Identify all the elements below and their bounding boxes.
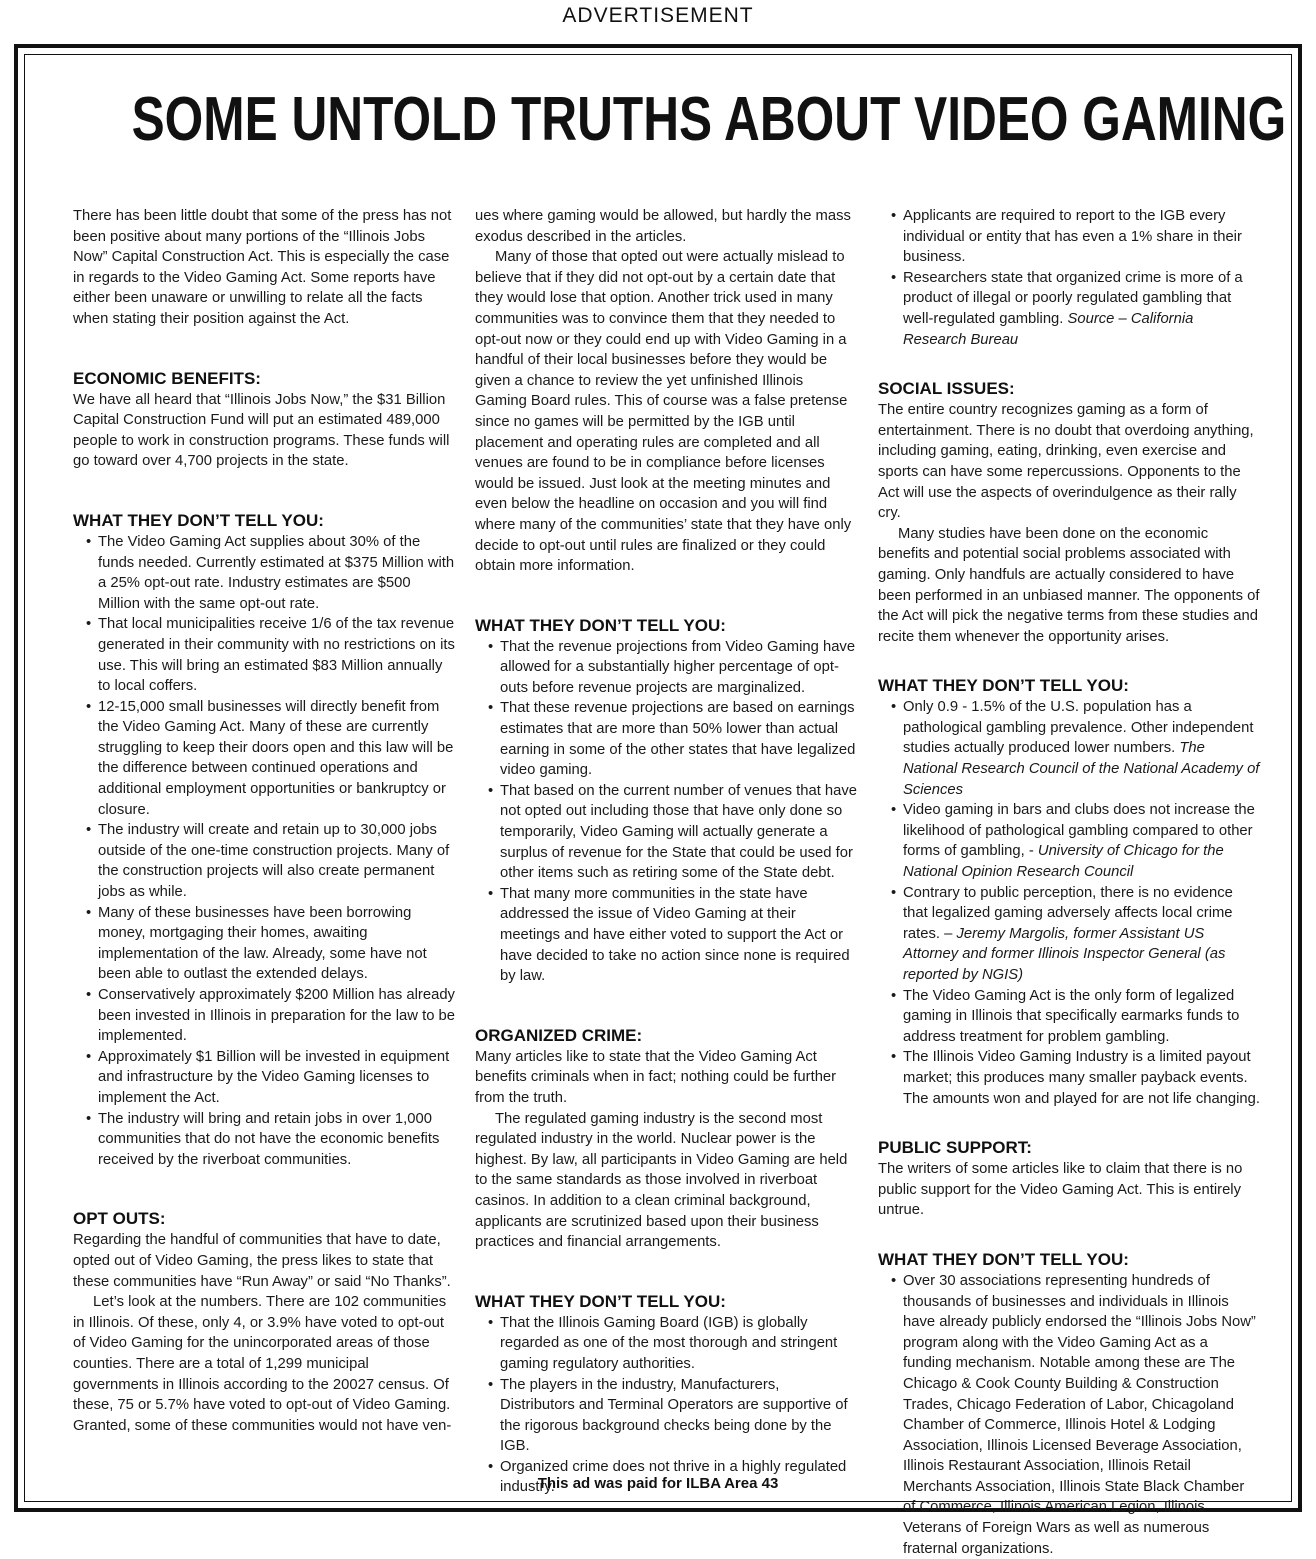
list-item xyxy=(878,697,1260,800)
advertisement-label: ADVERTISEMENT xyxy=(562,4,754,27)
list-item: • That local municipalities receive 1/6 of the tax revenue generated in their community with no restrictions on its use. This will bring an estimated $83 Million annually to local coffers. xyxy=(73,614,455,696)
source-citation: Jeremy Margolis, former Assistant US Attorney and former Illinois Inspector General (as reported by NGIS) xyxy=(903,925,1226,983)
what-they-dont-tell-heading: WHAT THEY DON’T TELL YOU: xyxy=(475,615,726,635)
social-issues-heading: SOCIAL ISSUES: xyxy=(878,379,1015,399)
column-1 xyxy=(73,206,455,1436)
list-item: • That the revenue projections from Video Gaming have allowed for a substantially higher percentage of opt-outs before revenue projects are marginalized. xyxy=(475,637,857,699)
list-item: • That the Illinois Gaming Board (IGB) is globally regarded as one of the most thorough and stringent gaming regulatory authorities. xyxy=(475,1313,857,1375)
list-item: • Applicants are required to report to the IGB every individual or entity that has even a 1% share in their business. xyxy=(878,206,1260,268)
page-title: SOME UNTOLD TRUTHS ABOUT VIDEO GAMING xyxy=(131,85,1287,154)
revenue-bullet-list xyxy=(475,637,857,987)
list-item: • The industry will create and retain up to 30,000 jobs outside of the one-time construction projects. Many of the construction projects will also create permanent jobs as while. xyxy=(73,820,455,902)
what-they-dont-tell-heading: WHAT THEY DON’T TELL YOU: xyxy=(878,676,1129,696)
list-item: • The Illinois Video Gaming Industry is a limited payout market; this produces many smaller payback events. The amounts won and played for are not life changing. xyxy=(878,1047,1260,1109)
organized-crime-heading: ORGANIZED CRIME: xyxy=(475,1025,643,1045)
list-item: • The industry will bring and retain jobs in over 1,000 communities that do not have the economic benefits received by the riverboat communities. xyxy=(73,1109,455,1171)
list-item: • The players in the industry, Manufacturers, Distributors and Terminal Operators are supportive of the rigorous background checks being done by the IGB. xyxy=(475,1375,857,1457)
what-they-dont-tell-heading: WHAT THEY DON’T TELL YOU: xyxy=(73,510,324,530)
list-item xyxy=(878,883,1260,986)
organized-crime-paragraph: Many articles like to state that the Video Gaming Act benefits criminals when in fact; nothing could be further from the truth. xyxy=(475,1048,837,1106)
list-item: • That many more communities in the state have addressed the issue of Video Gaming at their meetings and have either voted to support the Act or have decided to take no action since none is required by law. xyxy=(475,884,857,987)
continued-paragraph: ues where gaming would be allowed, but hardly the mass exodus described in the articles. xyxy=(475,208,851,245)
public-support-bullet-list xyxy=(878,1271,1260,1559)
opt-out-trick-paragraph: Many of those that opted out were actually mislead to believe that if they did not opt-out by a certain date that they would lose that option. Another trick used in many communities was to convince them that they needed to opt-out now or they could end up with Video Gaming in a handful of their local businesses before they would be given a chance to review the yet unfinished Illinois Gaming Board rules. This of course was a false pretense since no games will be permitted by the IGB until placement and operating rules are completed and all venues are found to be in compliance before licenses would be issued. Just look at the meeting minutes and even below the headline on occasion and you will find where many of the communities’ state that they have only decide to opt-out until rules are finalized or they could obtain more information. xyxy=(475,249,852,575)
bullet-text: Only 0.9 - 1.5% of the U.S. population has a pathological gambling prevalence. Other independent studies actually produced lower numbers. xyxy=(903,699,1254,757)
source-citation: University of Chicago for the National Opinion Research Council xyxy=(903,843,1224,881)
opt-outs-numbers-paragraph: Let’s look at the numbers. There are 102 communities in Illinois. Of these, only 4, or 3.9% have voted to opt-out of Video Gaming for the unincorporated areas of those counties. There are a total of 1,299 municipal governments in Illinois according to the 20027 census. Of these, 75 or 5.7% have voted to opt-out of Video Gaming. Granted, some of these communities would not have ven- xyxy=(73,1294,452,1434)
studies-paragraph: Many studies have been done on the economic benefits and potential social problems associated with gaming. Only handfuls are actually considered to have been performed in an unbiased manner. The opponents of the Act will pick the negative terms from these studies and recite them whenever the opportunity arises. xyxy=(878,525,1260,645)
crime-bullet-list-continued xyxy=(878,206,1260,350)
public-support-paragraph: The writers of some articles like to claim that there is no public support for the Video Gaming Act. This is entirely untrue. xyxy=(878,1161,1243,1219)
source-citation: The National Research Council of the National Academy of Sciences xyxy=(903,740,1260,798)
bullet-text: Contrary to public perception, there is no evidence that legalized gaming adversely affects local crime rates. – xyxy=(903,884,1233,942)
paid-for-footer: This ad was paid for ILBA Area 43 xyxy=(537,1475,779,1492)
bullet-text: Video gaming in bars and clubs does not increase the likelihood of pathological gambling compared to other forms of gambling, - xyxy=(903,802,1255,860)
bullet-text: Researchers state that organized crime is more of a product of illegal or poorly regulated gambling that well-regulated gambling. xyxy=(903,269,1243,327)
list-item: • Many of these businesses have been borrowing money, mortgaging their homes, awaiting implementation of the law. Already, some have not been able to outlast the extended delays. xyxy=(73,903,455,985)
intro-paragraph: There has been little doubt that some of the press has not been positive about many portions of the “Illinois Jobs Now” Capital Construction Act. This is especially the case in regards to the Video Gaming Act. Some reports have either been unaware or unwilling to relate all the facts when stating their position against the Act. xyxy=(73,208,452,327)
list-item: • Conservatively approximately $200 Million has already been invested in Illinois in preparation for the law to be implemented. xyxy=(73,985,455,1047)
list-item: • The Video Gaming Act supplies about 30% of the funds needed. Currently estimated at $375 Million with a 25% opt-out rate. Industry estimates are $500 Million with the same opt-out rate. xyxy=(73,532,455,614)
what-they-dont-tell-heading: WHAT THEY DON’T TELL YOU: xyxy=(878,1249,1129,1269)
list-item: • Approximately $1 Billion will be invested in equipment and infrastructure by the Video Gaming licenses to implement the Act. xyxy=(73,1047,455,1109)
opt-outs-paragraph: Regarding the handful of communities that have to date, opted out of Video Gaming, the press likes to state that these communities have “Run Away” or said “No Thanks”. xyxy=(73,1232,451,1290)
source-citation: Source – California Research Bureau xyxy=(903,310,1194,348)
list-item: • That these revenue projections are based on earnings estimates that are more than 50% lower than actual earning in some of the other states that have legalized video gaming. xyxy=(475,698,857,780)
crime-bullet-list xyxy=(475,1313,857,1498)
list-item xyxy=(878,800,1260,882)
column-2 xyxy=(475,206,857,1498)
list-item xyxy=(878,268,1260,350)
list-item: • Over 30 associations representing hundreds of thousands of businesses and individuals in Illinois have already publicly endorsed the “Illinois Jobs Now” program along with the Video Gaming Act as a funding mechanism. Notable among these are The Chicago & Cook County Building & Construction Trades, Chicago Federation of Labor, Chicagoland Chamber of Commerce, Illinois Hotel & Lodging Association, Illinois Licensed Beverage Association, Illinois Restaurant Association, Illinois Retail Merchants Association, Illinois State Black Chamber of Commerce, Illinois American Legion, Illinois Veterans of Foreign Wars as well as numerous fraternal organizations. xyxy=(878,1271,1260,1559)
list-item: • Organized crime does not thrive in a highly regulated industry. xyxy=(475,1457,857,1498)
economic-benefits-heading: ECONOMIC BENEFITS: xyxy=(73,368,261,388)
list-item: • The Video Gaming Act is the only form of legalized gaming in Illinois that specifically earmarks funds to address treatment for problem gambling. xyxy=(878,986,1260,1048)
economic-benefits-paragraph: We have all heard that “Illinois Jobs Now,” the $31 Billion Capital Construction Fund will put an estimated 489,000 people to work in construction programs. These funds will go toward over 4,700 projects in the state. xyxy=(73,391,450,470)
list-item: • That based on the current number of venues that have not opted out including those that have only done so temporarily, Video Gaming will actually generate a surplus of revenue for the State that could be used for other items such as retiring some of the State debt. xyxy=(475,781,857,884)
economic-bullet-list xyxy=(73,532,455,1170)
social-bullet-list xyxy=(878,697,1260,1109)
what-they-dont-tell-heading: WHAT THEY DON’T TELL YOU: xyxy=(475,1291,726,1311)
public-support-heading: PUBLIC SUPPORT: xyxy=(878,1138,1032,1158)
regulated-industry-paragraph: The regulated gaming industry is the second most regulated industry in the world. Nuclear power is the highest. By law, all participants in Video Gaming are held to the same standards as those involved in riverboat casinos. In addition to a clean criminal background, applicants are scrutinized based upon their business practices and financial arrangements. xyxy=(475,1110,848,1251)
column-3 xyxy=(878,206,1260,1559)
list-item: • 12-15,000 small businesses will directly benefit from the Video Gaming Act. Many of these are currently struggling to keep their doors open and this law will be the difference between continued operations and additional employment opportunities or bankruptcy or closure. xyxy=(73,697,455,821)
social-issues-paragraph: The entire country recognizes gaming as a form of entertainment. There is no doubt that overdoing anything, including gaming, eating, drinking, even exercise and sports can have some repercussions. Opponents to the Act will use the aspects of overindulgence as their rally cry. xyxy=(878,402,1254,522)
opt-outs-heading: OPT OUTS: xyxy=(73,1209,166,1229)
